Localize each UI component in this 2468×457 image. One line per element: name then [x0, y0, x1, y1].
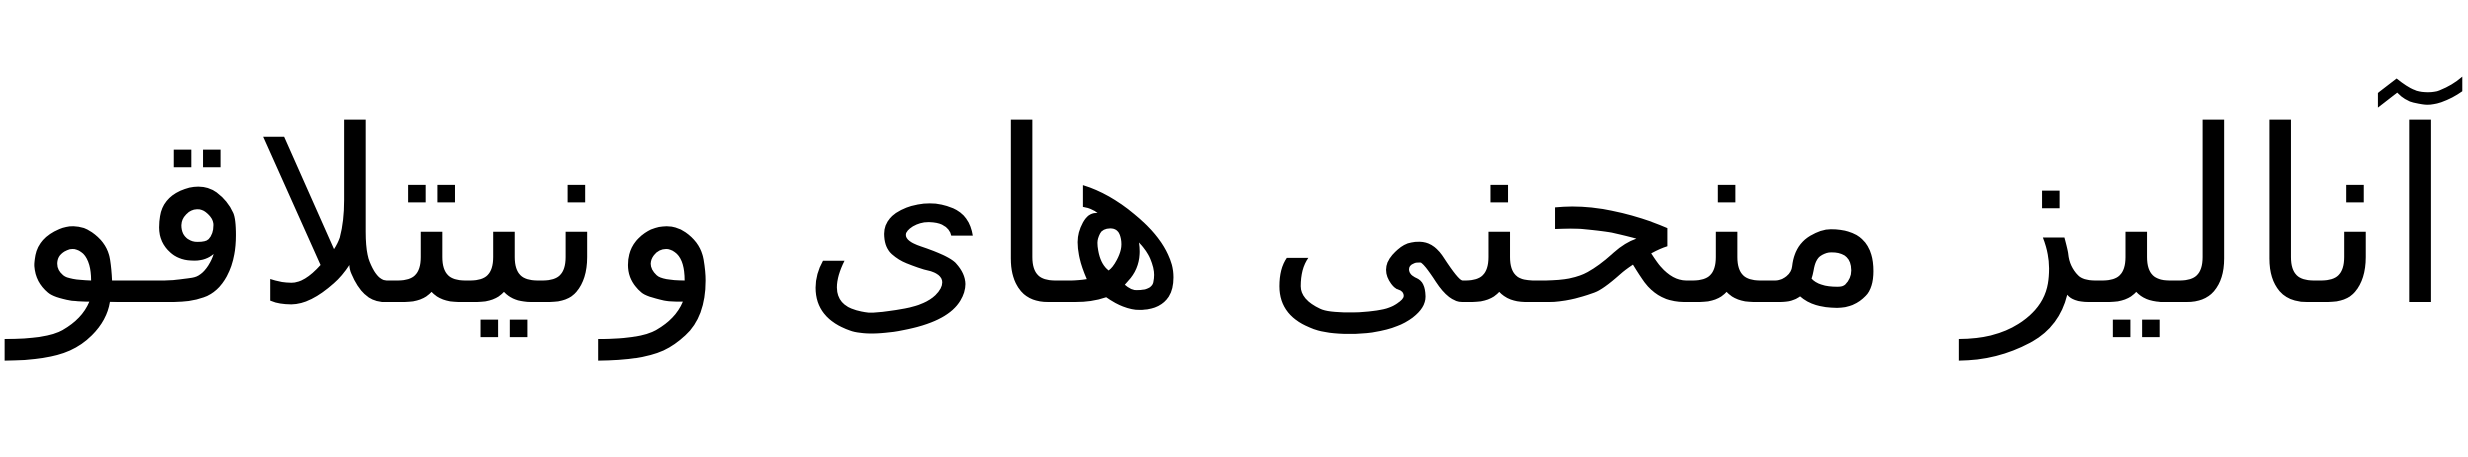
persian-heading-text: آنالیز منحنی های ونیتلاقو [14, 78, 2454, 359]
